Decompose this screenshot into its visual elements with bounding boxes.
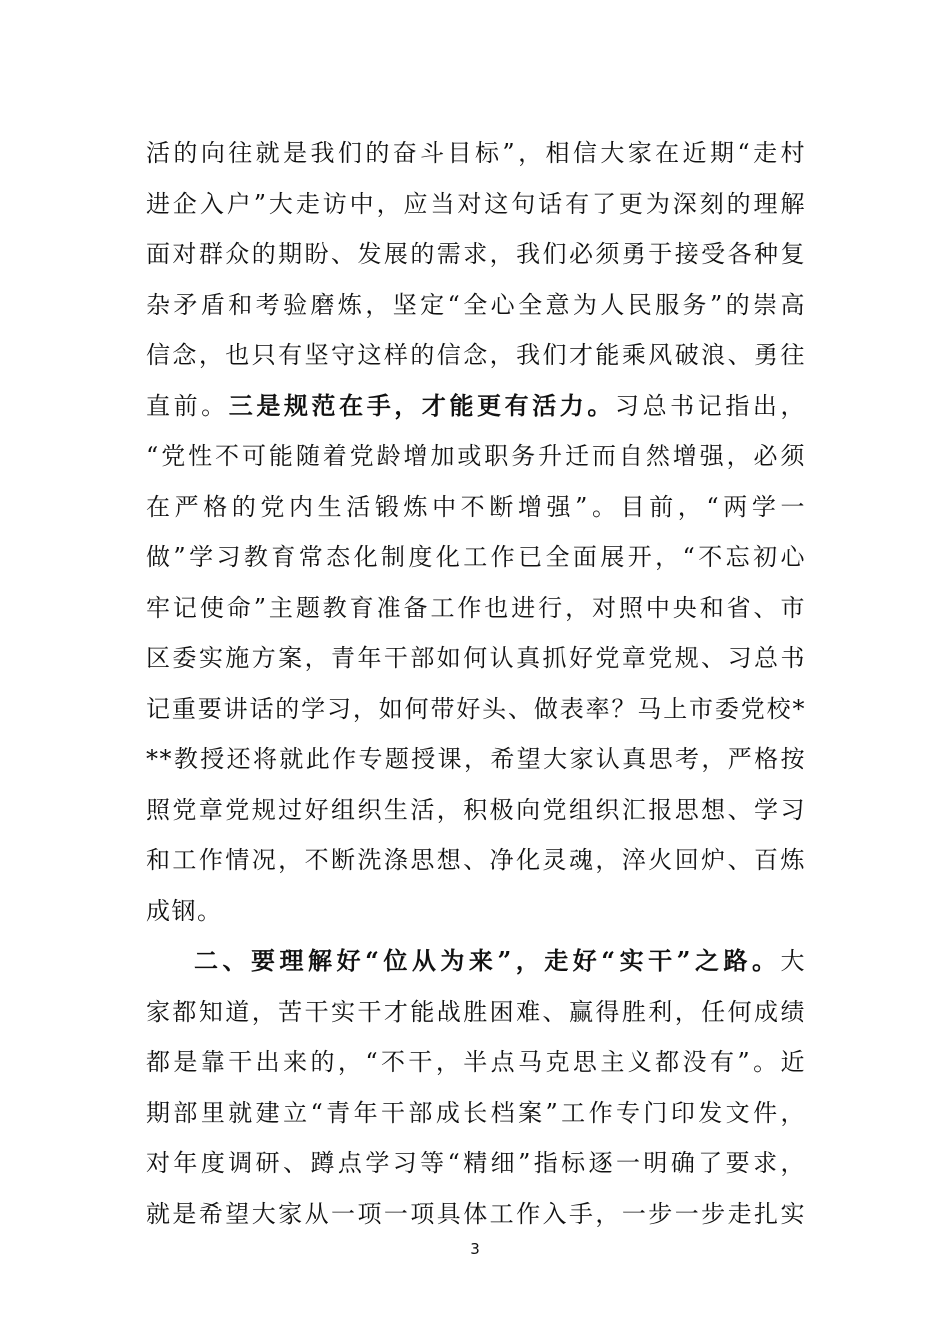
body-text: 家都知道，苦干实干才能战胜困难、赢得胜利，任何成绩 — [146, 997, 806, 1026]
text-line — [146, 886, 806, 937]
body-text: 做”学习教育常态化制度化工作已全面展开，“不忘初心 — [146, 543, 806, 571]
body-text: 就是希望大家从一项一项具体工作入手，一步一步走扎实 — [146, 1199, 806, 1228]
body-text: **教授还将就此作专题授课，希望大家认真思考，严格按 — [146, 745, 806, 773]
body-text: 记重要讲话的学习，如何带好头、做表率？马上市委党校* — [146, 694, 806, 723]
body-text: 信念，也只有坚守这样的信念，我们才能乘风破浪、勇往 — [146, 341, 806, 369]
text-line — [146, 1088, 806, 1139]
body-text: 对年度调研、蹲点学习等“精细”指标逐一明确了要求， — [146, 1149, 806, 1177]
body-text: 期部里就建立“青年干部成长档案”工作专门印发文件， — [146, 1098, 806, 1127]
body-text: 大 — [780, 947, 806, 975]
text-line — [146, 936, 806, 987]
body-text: 直前。 — [146, 391, 229, 420]
text-line — [146, 1189, 806, 1240]
text-line — [146, 128, 806, 179]
bold-text: 三是规范在手，才能更有活力。 — [228, 390, 615, 420]
body-text: 牢记使命”主题教育准备工作也进行，对照中央和省、市 — [146, 593, 806, 622]
body-text: 和工作情况，不断洗涤思想、净化灵魂，淬火回炉、百炼 — [146, 846, 806, 874]
text-line — [146, 229, 806, 280]
text-line — [146, 987, 806, 1038]
body-text: 区委实施方案，青年干部如何认真抓好党章党规、习总书 — [146, 644, 806, 672]
body-text: 进企入户”大走访中，应当对这句话有了更为深刻的理解 — [146, 189, 806, 218]
bold-text: 二、要理解好“位从为来”，走好“实干”之路。 — [194, 946, 781, 975]
text-line — [146, 381, 806, 432]
body-text: 习总书记指出， — [614, 391, 807, 420]
text-line — [146, 532, 806, 583]
text-line — [146, 835, 806, 886]
body-text: 照党章党规过好组织生活，积极向党组织汇报思想、学习 — [146, 795, 806, 824]
page-number: 3 — [470, 1240, 480, 1258]
text-line — [146, 785, 806, 836]
text-line — [146, 734, 806, 785]
text-line — [146, 684, 806, 735]
body-text: 活的向往就是我们的奋斗目标”，相信大家在近期“走村 — [146, 139, 806, 167]
text-line — [146, 1037, 806, 1088]
body-text: 都是靠干出来的，“不干，半点马克思主义都没有”。近 — [146, 1048, 806, 1076]
text-line — [146, 431, 806, 482]
body-text: 在严格的党内生活锻炼中不断增强”。目前，“两学一 — [146, 492, 806, 521]
text-line — [146, 179, 806, 230]
body-text: 杂矛盾和考验磨炼，坚定“全心全意为人民服务”的崇高 — [146, 290, 806, 319]
document-body — [146, 128, 806, 1239]
body-text: “党性不可能随着党龄增加或职务升迁而自然增强，必须 — [146, 442, 806, 470]
body-text: 面对群众的期盼、发展的需求，我们必须勇于接受各种复 — [146, 240, 806, 268]
text-line — [146, 482, 806, 533]
text-line — [146, 1138, 806, 1189]
text-line — [146, 330, 806, 381]
text-line — [146, 583, 806, 634]
text-line — [146, 633, 806, 684]
text-line — [146, 280, 806, 331]
body-text: 成钢。 — [146, 896, 223, 925]
